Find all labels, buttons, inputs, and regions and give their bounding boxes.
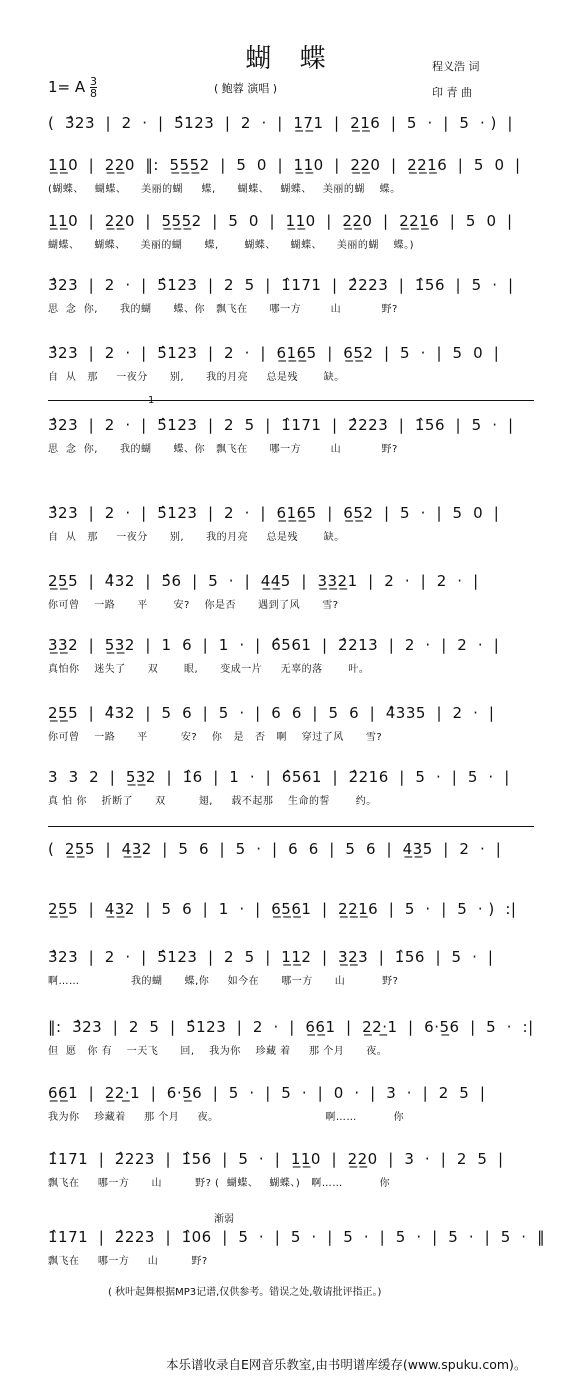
note-line: 1̲1̲0 | 2̲2̲0 ‖: 5̲5̲5̲2 | 5 0 | 1̲1̲0 | 2̲2̲0 | 2̲2̲1̲6 | 5 0 | [48, 156, 521, 174]
score-line [48, 152, 534, 196]
score-line [48, 944, 534, 988]
composer: 印 青 曲 [432, 86, 472, 99]
score-line [48, 1080, 534, 1124]
note-line: 1̲1̲0 | 2̲2̲0 | 5̲5̲5̲2 | 5 0 | 1̲1̲0 | 2̲2̲0 | 2̲2̲1̲6 | 5 0 | [48, 212, 513, 230]
key-signature [48, 76, 97, 99]
note-line: 2̲5̲5 | 4̲3̲2 | 5 6 | 1 · | 6̲5̲6̲1 | 2̲2̲1̲6 | 5 · | 5 · ) :| [48, 900, 517, 918]
score-line [48, 340, 534, 384]
lyric-line: 真 怕 你 折断了 双 翅, 载不起那 生命的誓 约。 [48, 796, 377, 807]
score-line [48, 208, 534, 252]
note-line: 3̂23 | 2 · | 5̂123 | 2 · | 6̲1̲6̲5 | 6̲5̲2 | 5 · | 5 0 | [48, 504, 500, 522]
note-line: 3 3 2 | 5̲3̲2 | 1̂6 | 1 · | 6̂561 | 2̂216 | 5 · | 5 · | [48, 768, 510, 786]
score-line [48, 836, 534, 880]
lyric-line: 自 从 那 一夜分 别, 我的月亮 总是残 缺。 [48, 372, 345, 383]
note-line: 1̂171 | 2̂223 | 1̂06 | 5 · | 5 · | 5 · | 5 · | 5 · | 5 · ‖ [48, 1228, 546, 1246]
lyric-line [48, 924, 534, 940]
lyric-line: (蝴蝶、 蝴蝶、 美丽的蝴 蝶, 蝴蝶、 蝴蝶、 美丽的蝴 蝶。 [48, 184, 401, 195]
lyric-line: 但 愿 你 有 一天飞 回, 我为你 珍藏 着 那 个月 夜。 [48, 1046, 388, 1057]
lyric-line: 啊…… 我的蝴 蝶,你 如今在 哪一方 山 野? [48, 976, 399, 987]
lyric-line: 思 念 你, 我的蝴 蝶、你 飘飞在 哪一方 山 野? [48, 304, 398, 315]
lyric-line: 思 念 你, 我的蝴 蝶、你 飘飞在 哪一方 山 野? [48, 444, 398, 455]
score-line [48, 1146, 534, 1190]
divider-line [48, 826, 534, 827]
score-line [48, 896, 534, 940]
footnote: ( 秋叶起舞根据MP3记谱,仅供参考。错误之处,敬请批评指正。) [108, 1287, 382, 1298]
note-line: 2̲5̲5 | 4̂32 | 5̂6 | 5 · | 4̲4̲5 | 3̲3̲2̲1 | 2 · | 2 · | [48, 572, 479, 590]
song-title: 蝴 蝶 [245, 44, 336, 74]
time-signature: $\frac{3}{8}$ [89, 75, 97, 100]
score-line [48, 700, 534, 744]
score-line [48, 272, 534, 316]
lyric-line: 你可曾 一路 平 安? 你 是 否 啊 穿过了风 雪? [48, 732, 383, 743]
score-line [48, 764, 534, 808]
note-line: 3̂23 | 2 · | 5̂123 | 2 · | 6̲1̲6̲5 | 6̲5̲2 | 5 · | 5 0 | [48, 344, 500, 362]
note-line: 3̂23 | 2 · | 5̂123 | 2 5 | 1̂171 | 2̂223 | 1̂56 | 5 · | [48, 416, 514, 434]
note-line: ‖: 3̂23 | 2 5 | 5̂123 | 2 · | 6̲6̲1 | 2̲2·̲1 | 6·5̲6 | 5 · :| [48, 1018, 534, 1036]
volta-line [48, 400, 534, 401]
score-line [48, 110, 534, 154]
score-line [48, 632, 534, 676]
score-line [48, 500, 534, 544]
note-line: ( 3̂23 | 2 · | 5̂123 | 2 · | 1̲7̲1 | 2̲1̲6 | 5 · | 5 · ) | [48, 114, 513, 132]
note-line: 2̲5̲5 | 4̂32 | 5 6 | 5 · | 6 6 | 5 6 | 4̂335 | 2 · | [48, 704, 495, 722]
lyric-line: 你可曾 一路 平 安? 你是否 遇到了风 雪? [48, 600, 339, 611]
lyric-line: 我为你 珍藏着 那 个月 夜。 啊…… 你 [48, 1112, 405, 1123]
note-line: 6̲6̲1 | 2̲2·̲1 | 6·5̲6 | 5 · | 5 · | 0 · | 3 · | 2 5 | [48, 1084, 486, 1102]
note-line: 3̂23 | 2 · | 5̂123 | 2 5 | 1̂171 | 2̂223 | 1̂56 | 5 · | [48, 276, 514, 294]
note-line: 3̂23 | 2 · | 5̂123 | 2 5 | 1̲1̲2 | 3̲2̲3 | 1̂56 | 5 · | [48, 948, 494, 966]
lyricist: 程义浩 词 [432, 60, 480, 73]
lyric-line: 飘飞在 哪一方 山 野? ( 蝴蝶、 蝴蝶、) 啊…… 你 [48, 1178, 391, 1189]
source-note: 本乐谱收录自E网音乐教室,由书明谱库缓存(www.spuku.com)。 [166, 1357, 527, 1372]
score-line [48, 1014, 534, 1058]
note-line: 3̲3̲2 | 5̲3̲2 | 1 6 | 1 · | 6̂561 | 2̂213 | 2 · | 2 · | [48, 636, 500, 654]
score-line [48, 1224, 546, 1268]
dim-marking: 渐弱 [214, 1214, 234, 1225]
score-line [48, 412, 534, 456]
performer: ( 鲍蓉 演唱 ) [214, 82, 278, 95]
note-line: 1̂171 | 2̂223 | 1̂56 | 5 · | 1̲1̲0 | 2̲2̲0 | 3 · | 2 5 | [48, 1150, 504, 1168]
lyric-line: 真怕你 迷失了 双 眼, 变成一片 无辜的落 叶。 [48, 664, 370, 675]
score-line [48, 568, 534, 612]
lyric-line [48, 864, 534, 880]
volta-number: 1 [148, 395, 155, 406]
note-line: ( 2̲5̲5 | 4̲3̲2 | 5 6 | 5 · | 6 6 | 5 6 | 4̲3̲5 | 2 · | [48, 840, 502, 858]
lyric-line: 飘飞在 哪一方 山 野? [48, 1256, 208, 1267]
lyric-line: 蝴蝶、 蝴蝶、 美丽的蝴 蝶, 蝴蝶、 蝴蝶、 美丽的蝴 蝶。) [48, 240, 414, 251]
key-label: 1= A [48, 78, 86, 96]
lyric-line: 自 从 那 一夜分 别, 我的月亮 总是残 缺。 [48, 532, 345, 543]
